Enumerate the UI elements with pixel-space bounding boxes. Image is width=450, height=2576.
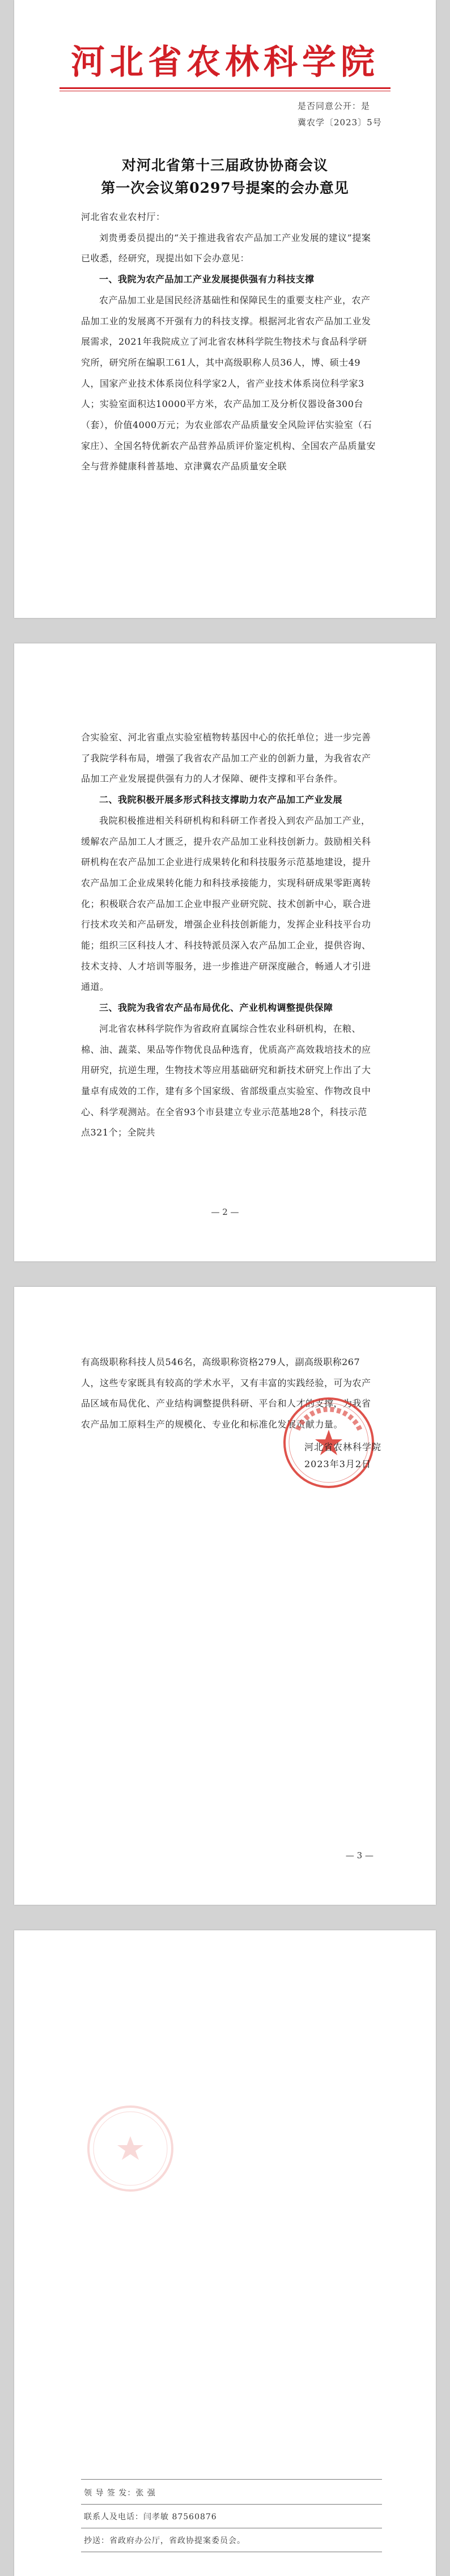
section-1-paragraph-continued: 合实验室、河北省重点实验室植物转基因中心的依托单位；进一步完善了我院学科布局，增强了我省农产品加工产业的创新力量，为我省农产品加工产业发展提供强有力的人才保障、硬件支撑和平台条件。 <box>81 732 371 785</box>
contact-person: 联系人及电话：闫孝敏 87560876 <box>84 2513 217 2522</box>
section-1-paragraph: 农产品加工业是国民经济基础性和保障民生的重要支柱产业，农产品加工业的发展离不开强有力的科技支撑。根据河北省农产品加工业发展需求，2021年我院成立了河北省农林科学院生物技术与食品科学研究所，研究所在编职工61人，其中高级职称人员36人，博、硕士49人，国家产业技术体系岗位科学家2人，省产业技术体系岗位科学家3人；实验室面积达10000平方米，农产品加工及分析仪器设备300台（套），价值4000万元；为农业部农产品质量安全风险评估实验室（石家庄）、全国名特优新农产品营养品质评价鉴定机构、全国农产品质量安全与营养健康科普基地、京津冀农产品质量安全联 <box>81 294 376 472</box>
intro-paragraph: 刘贵勇委员提出的“关于推进我省农产品加工产业发展的建议”提案已收悉，经研究，现提出如下会办意见： <box>81 232 371 264</box>
faint-seal-icon <box>85 2103 176 2194</box>
section-3-heading: 三、我院为我省农产品布局优化、产业机构调整提供保障 <box>99 1002 333 1014</box>
cc-recipients: 抄送：省政府办公厅，省政协提案委员会。 <box>84 2536 245 2545</box>
document-page-2 <box>14 643 436 1261</box>
doc-title-line-2: 第一次会议第0297号提案的会办意见 <box>101 180 349 196</box>
section-2-paragraph: 我院积极推进相关科研机构和科研工作者投入到农产品加工产业，缓解农产品加工人才匮乏，提升农产品加工业科技创新力。鼓励相关科研机构在农产品加工企业进行成果转化和科技服务示范基地建设，提升农产品加工企业成果转化能力和科技承接能力，实现科研成果零距离转化；积极联合农产品加工企业申报产业研究院、技术创新中心，联合进行技术攻关和产品研发，增强企业科技创新能力，发挥企业科技平台功能；组织三区科技人才、科技特派员深入农产品加工企业，提供咨询、技术支持、人才培训等服务，进一步推进产研深度融合，畅通人才引进通道。 <box>81 815 371 993</box>
document-page-4 <box>14 1930 436 2576</box>
section-3-paragraph-continued: 有高级职称科技人员546名，高级职称资格279人，副高级职称267人，这些专家既具有较高的学术水平，又有丰富的实践经验，可为农产品区域布局优化、产业结构调整提供科研、平台和人才的支撑，为我省农产品加工原料生产的规模化、专业化和标准化发展贡献力量。 <box>81 1357 371 1430</box>
footer-rule-middle <box>81 2504 382 2505</box>
signature-date: 2023年3月2日 <box>304 1459 372 1469</box>
section-3-paragraph: 河北省农林科学院作为省政府直属综合性农业科研机构，在粮、棉、油、蔬菜、果品等作物优良品种选育，优质高产高效栽培技术的应用研究，抗逆生理，生物技术等应用基础研究和新技术研究上作出了大量卓有成效的工作，建有多个国家级、省部级重点实验室、作物改良中心、科学观测站。在全省93个市县建立专业示范基地28个，科技示范点321个；全院共 <box>81 1023 371 1138</box>
section-2-heading: 二、我院积极开展多形式科技支撑助力农产品加工产业发展 <box>99 794 343 806</box>
letterhead-title: 河北省农林科学院 <box>71 43 379 82</box>
signature-org: 河北省农林科学院 <box>304 1442 382 1452</box>
doc-number: 冀农学〔2023〕5号 <box>298 117 382 128</box>
document-page-3 <box>14 1287 436 1905</box>
issuing-leader: 领 导 签 发：张 强 <box>84 2489 156 2498</box>
footer-rule-top <box>81 2479 382 2480</box>
disclosure-status: 是否同意公开：是 <box>298 101 371 111</box>
page-1-body <box>81 207 376 477</box>
page-number-2: — 2 — <box>211 1207 239 1217</box>
page-2-body <box>81 727 376 1143</box>
section-1-heading: 一、我院为农产品加工产业发展提供强有力科技支撑 <box>99 274 315 285</box>
letterhead-rule <box>60 87 390 89</box>
page-number-3: — 3 — <box>345 1850 373 1861</box>
recipient: 河北省农业农村厅： <box>81 211 165 222</box>
doc-title-line-1: 对河北省第十三届政协协商会议 <box>121 157 328 173</box>
document-page-1 <box>14 0 436 618</box>
